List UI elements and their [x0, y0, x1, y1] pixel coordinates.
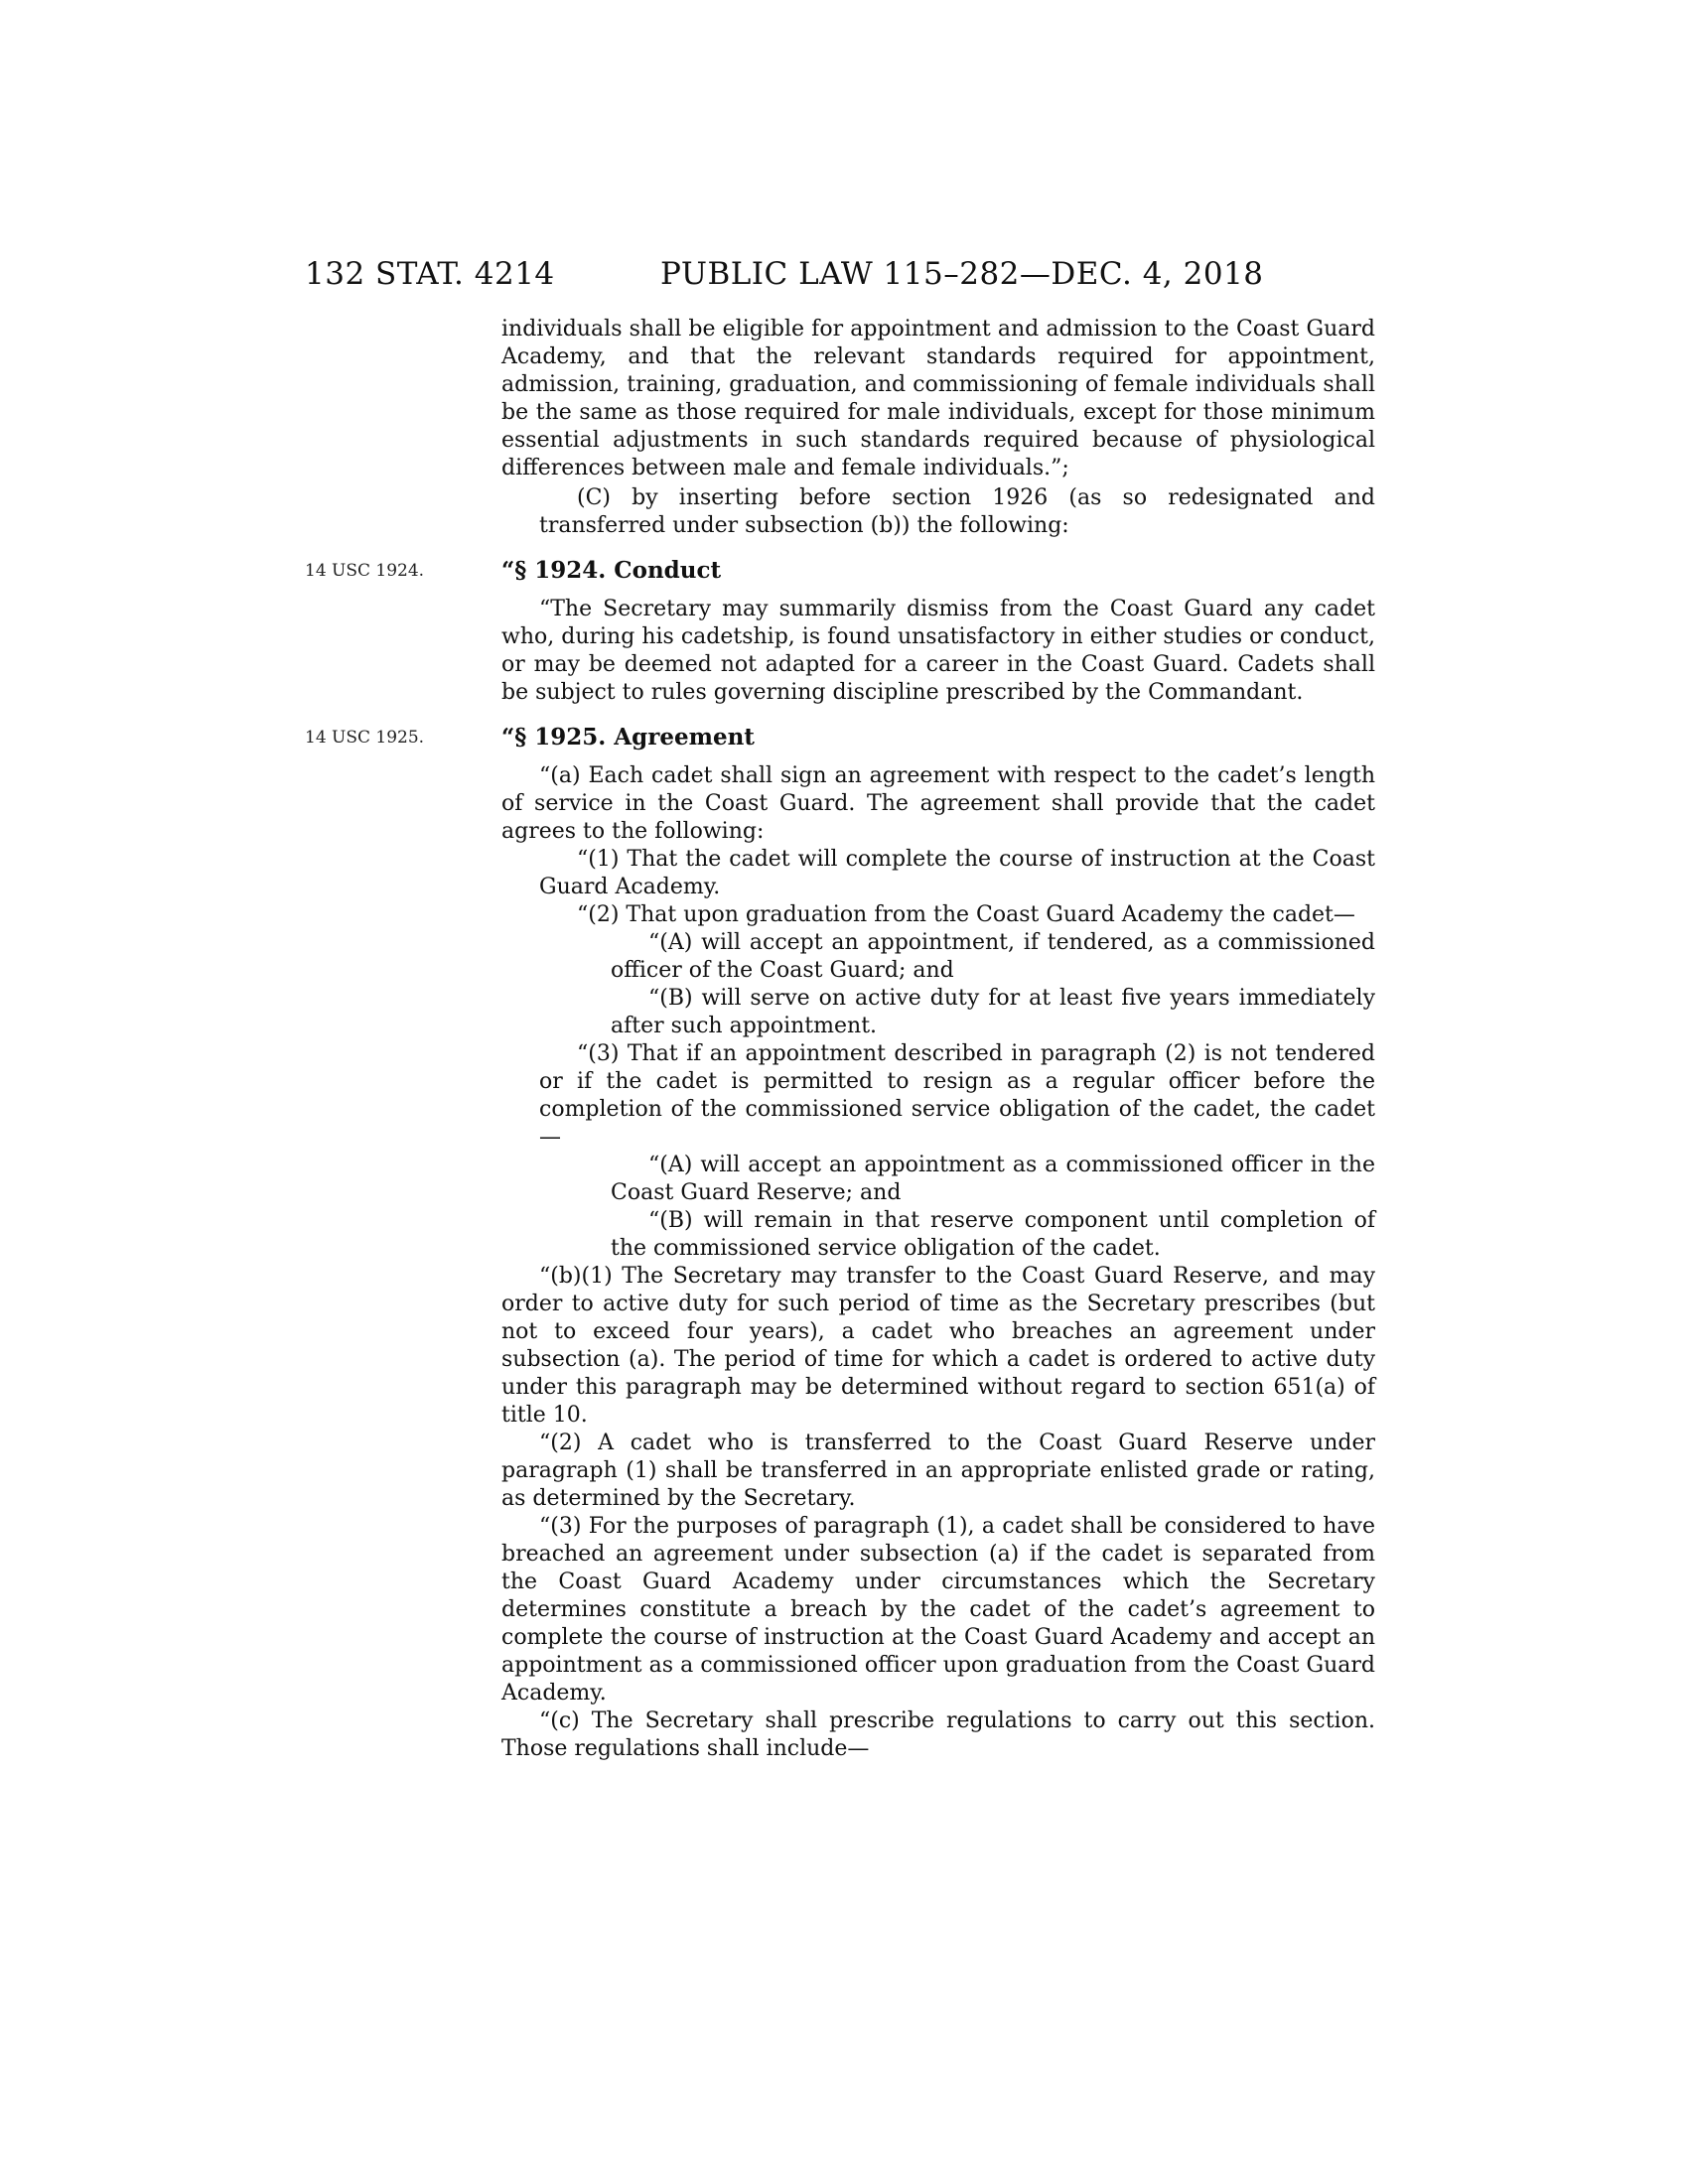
paragraph-b3: “(3) For the purposes of paragraph (1), a cadet shall be considered to have breached an agreement under subsection (a) if the cadet is separated from the Coast Guard Academy under circumstances which the Secretary determines constitute a breach by the cadet of the cadet’s agreement to complete the course of instruction at the Coast Guard Academy and accept an appointment as a commissioned officer upon graduation from the Coast Guard Academy. — [501, 1514, 1375, 1706]
document-body — [305, 316, 1375, 1763]
subparagraph-a2B: “(B) will serve on active duty for at least five years immediately after such appointment. — [611, 986, 1375, 1038]
margin-note-1924: 14 USC 1924. — [305, 561, 425, 581]
intro-paragraph: individuals shall be eligible for appointment and admission to the Coast Guard Academy, and that the relevant standards required for appointment, admission, training, graduation, and commissioning of female individuals shall be the same as those required for male individuals, except for those minimum essential adjustments in such standards required because of physiological differences between male and female individuals.”; — [501, 317, 1375, 480]
section-1924-heading-row — [305, 556, 1375, 586]
paragraph-a1: “(1) That the cadet will complete the course of instruction at the Coast Guard Academy. — [539, 847, 1375, 899]
subsection-b1: “(b)(1) The Secretary may transfer to the Coast Guard Reserve, and may order to active duty for such period of time as the Secretary prescribes (but not to exceed four years), a cadet who breaches an agreement under subsection (a). The period of time for which a cadet is ordered to active duty under this paragraph may be determined without regard to section 651(a) of title 10. — [501, 1264, 1375, 1428]
section-1925-heading-row — [305, 723, 1375, 752]
subsection-c: “(c) The Secretary shall prescribe regulations to carry out this section. Those regulations shall include— — [501, 1708, 1375, 1761]
page-header — [0, 250, 1688, 298]
section-1924-heading: “§ 1924. Conduct — [501, 557, 722, 584]
section-1925-heading: “§ 1925. Agreement — [501, 724, 755, 751]
amendment-c: (C) by inserting before section 1926 (as so redesignated and transferred under subsection (b)) the following: — [539, 485, 1375, 538]
stat-reference: 132 STAT. 4214 — [305, 256, 555, 292]
public-law-reference: PUBLIC LAW 115–282—DEC. 4, 2018 — [660, 256, 1264, 292]
paragraph-a3: “(3) That if an appointment described in paragraph (2) is not tendered or if the cadet is permitted to resign as a regular officer before the completion of the commissioned service obligation of the cadet, the cadet— — [539, 1041, 1375, 1150]
subparagraph-a2A: “(A) will accept an appointment, if tendered, as a commissioned officer of the Coast Guard; and — [611, 930, 1375, 983]
paragraph-b2: “(2) A cadet who is transferred to the Coast Guard Reserve under paragraph (1) shall be transferred in an appropriate enlisted grade or rating, as determined by the Secretary. — [501, 1431, 1375, 1511]
section-1924-text: “The Secretary may summarily dismiss from the Coast Guard any cadet who, during his cadetship, is found unsatisfactory in either studies or conduct, or may be deemed not adapted for a career in the Coast Guard. Cadets shall be subject to rules governing discipline prescribed by the Commandant. — [501, 597, 1375, 705]
subsection-a: “(a) Each cadet shall sign an agreement with respect to the cadet’s length of service in the Coast Guard. The agreement shall provide that the cadet agrees to the following: — [501, 763, 1375, 844]
paragraph-a2: “(2) That upon graduation from the Coast Guard Academy the cadet— — [577, 902, 1355, 927]
subparagraph-a3B: “(B) will remain in that reserve component until completion of the commissioned service obligation of the cadet. — [611, 1208, 1375, 1261]
subparagraph-a3A: “(A) will accept an appointment as a commissioned officer in the Coast Guard Reserve; and — [611, 1153, 1375, 1205]
margin-note-1925: 14 USC 1925. — [305, 728, 425, 748]
